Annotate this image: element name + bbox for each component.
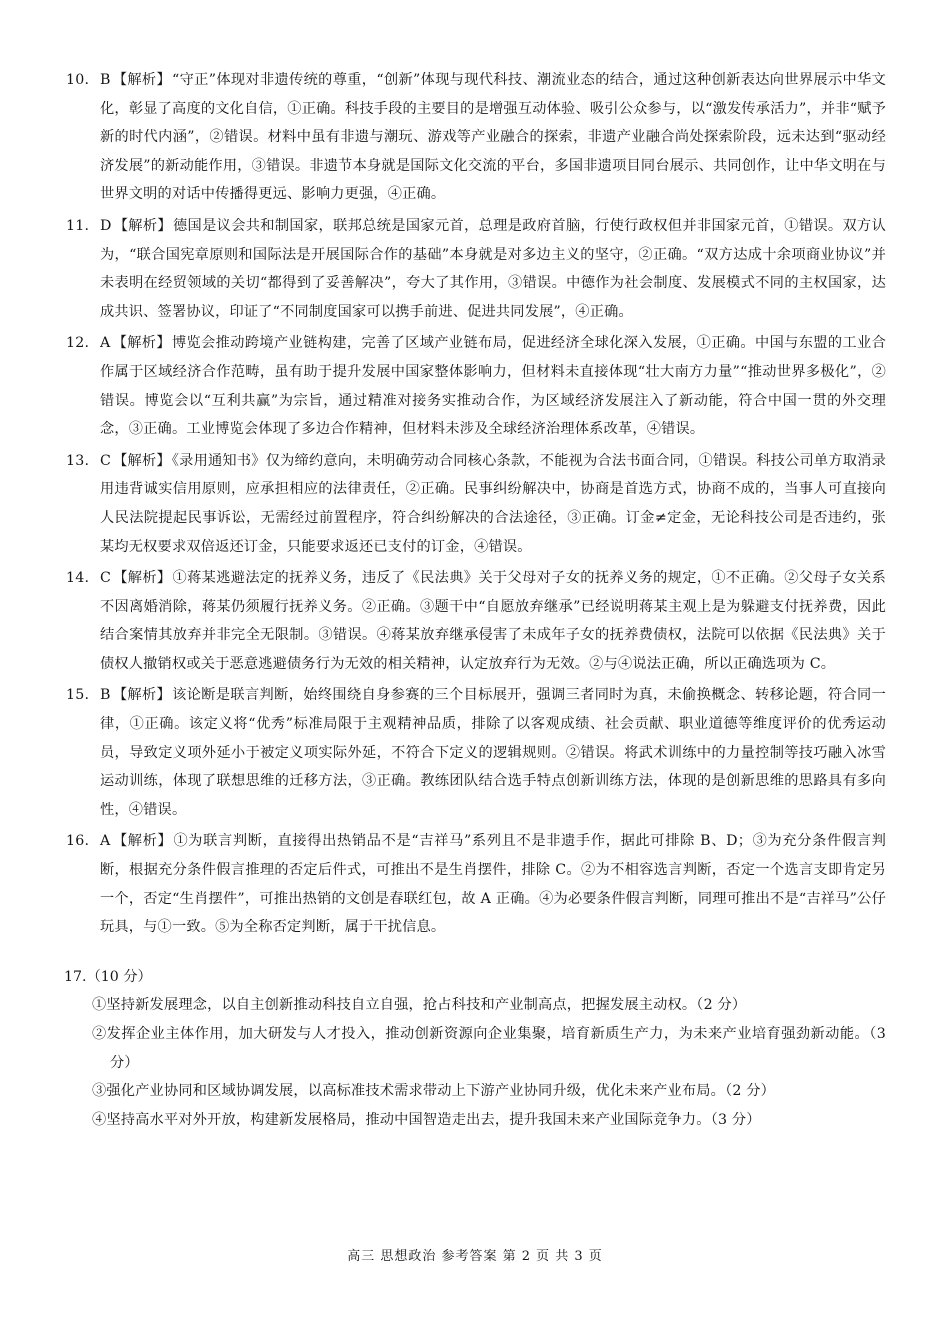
answer-content: [64, 66, 886, 1134]
answer-item-15: [64, 681, 886, 824]
analysis-text: 博览会推动跨境产业链构建，完善了区域产业链布局，促进经济全球化深入发展，①正确。中国与东盟的工业合作属于区域经济合作范畴，虽有助于提升发展中国家整体影响力，但材料未直接体现“壮大南方力量”“推动世界多极化”，②错误。博览会以“互利共赢”为宗旨，通过精准对接务实推动合作，为区域经济发展注入了新动能，符合中国一贯的外交理念，③正确。工业博览会体现了多边合作精神，但材料未涉及全球经济治理体系改革，④错误。: [100, 335, 886, 438]
question-number: 11.: [66, 217, 90, 234]
analysis-text: 《录用通知书》仅为缔约意向，未明确劳动合同核心条款，不能视为合法书面合同，①错误。科技公司单方取消录用违背诚实信用原则，应承担相应的法律责任，②正确。民事纠纷解决中，协商是首选方式，协商不成的，当事人可直接向人民法院提起民事诉讼，无需经过前置程序，符合纠纷解决的合法途径，③正确。订金≠定金，无论科技公司是否违约，张某均无权要求双倍返还订金，只能要求返还已支付的订金，④错误。: [100, 452, 886, 555]
analysis-tag: 【解析】: [112, 335, 171, 352]
answer-point: ④坚持高水平对外开放，构建新发展格局，推动中国智造走出去，提升我国未来产业国际竞争力。（3 分）: [92, 1111, 761, 1128]
answer-letter: D: [100, 217, 112, 234]
question-number: 15.: [66, 687, 90, 704]
question-number: 14.: [66, 570, 90, 587]
question-number: 10.: [66, 72, 90, 88]
analysis-tag: 【解析】: [112, 72, 171, 88]
answer-point: ③强化产业协同和区域协调发展，以高标准技术需求带动上下游产业协同升级，优化未来产业布局。（2 分）: [92, 1083, 776, 1100]
page-footer: 高三 思想政治 参考答案 第 2 页 共 3 页: [347, 1249, 603, 1264]
analysis-text: “守正”体现对非遗传统的尊重，“创新”体现与现代科技、潮流业态的结合，通过这种创新表达向世界展示中华文化，彰显了高度的文化自信，①正确。科技手段的主要目的是增强互动体验、吸引公众参与，以“激发传承活力”，并非“赋予新的时代内涵”，②错误。材料中虽有非遗与潮玩、游戏等产业融合的探索，非遗产业融合尚处探索阶段，远未达到“驱动经济发展”的新动能作用，③错误。非遗节本身就是国际文化交流的平台，多国非遗项目同台展示、共同创作，让中华文明在与世界文明的对话中传播得更远、影响力更强，④正确。: [100, 72, 886, 203]
answer-item-16: [64, 827, 886, 941]
answer-point: ①坚持新发展理念，以自主创新推动科技自立自强，抢占科技和产业制高点，把握发展主动权。（2 分）: [92, 997, 747, 1014]
question-number: 17.: [64, 968, 87, 985]
question-number: 12.: [66, 335, 90, 352]
analysis-tag: 【解析】: [112, 687, 172, 704]
analysis-tag: 【解析】: [113, 570, 172, 587]
analysis-tag: 【解析】: [112, 833, 173, 850]
answer-letter: C: [100, 570, 112, 587]
answer-item-10: [64, 66, 886, 209]
analysis-text: ①为联言判断，直接得出热销品不是“吉祥马”系列且不是非遗手作，据此可排除 B、D；③为充分条件假言判断，根据充分条件假言推理的否定后件式，可推出不是生肖摆件，排除 C。②为不相容选言判断，否定一个选言支即肯定另一个，否定“生肖摆件”，可推出热销的文创是春联红包，故 A 正确。④为必要条件假言判断，同理可推出不是“吉祥马”公仔玩具，与①一致。⑤为全称否定判断，属于干扰信息。: [100, 833, 886, 936]
question-17-header: [64, 963, 886, 992]
answer-item-12: [64, 329, 886, 443]
answer-point: ②发挥企业主体作用，加大研发与人才投入，推动创新资源向企业集聚，培育新质生产力，为未来产业培育强劲新动能。（3 分）: [92, 1026, 886, 1071]
analysis-tag: 【解析】: [113, 452, 171, 469]
analysis-text: ①蒋某逃避法定的抚养义务，违反了《民法典》关于父母对子女的抚养义务的规定，①不正确。②父母子女关系不因离婚消除，蒋某仍须履行抚养义务。②正确。③题干中“自愿放弃继承”已经说明蒋某主观上是为躲避支付抚养费，因此结合案情其放弃并非完全无限制。③错误。④蒋某放弃继承侵害了未成年子女的抚养费债权，法院可以依据《民法典》关于债权人撤销权或关于恶意逃避债务行为无效的相关精神，认定放弃行为无效。②与④说法正确，所以正确选项为 C。: [100, 570, 886, 672]
analysis-text: 该论断是联言判断，始终围绕自身参赛的三个目标展开，强调三者同时为真，未偷换概念、转移论题，符合同一律，①正确。该定义将“优秀”标准局限于主观精神品质，排除了以客观成绩、社会贡献、职业道德等维度评价的优秀运动员，导致定义项外延小于被定义项实际外延，不符合下定义的逻辑规则。②错误。将武术训练中的力量控制等技巧融入冰雪运动训练，体现了联想思维的迁移方法，③正确。教练团队结合选手特点创新训练方法，体现的是创新思维的思路具有多向性，④错误。: [100, 687, 886, 818]
analysis-text: 德国是议会共和制国家，联邦总统是国家元首，总理是政府首脑，行使行政权但并非国家元首，①错误。双方认为，“联合国宪章原则和国际法是开展国际合作的基础”本身就是对多边主义的坚守，②正确。“双方达成十余项商业协议”并未表明在经贸领域的关切“都得到了妥善解决”，夸大了其作用，③错误。中德作为社会制度、发展模式不同的主权国家，达成共识、签署协议，印证了“不同制度国家可以携手前进、促进共同发展”，④正确。: [100, 217, 886, 320]
question-number: 16.: [66, 833, 90, 850]
answer-item-13: [64, 447, 886, 561]
answer-letter: B: [100, 72, 111, 88]
answer-letter: C: [100, 452, 112, 469]
answer-points-list: [64, 991, 886, 1134]
question-score: （10 分）: [86, 968, 152, 985]
answer-letter: B: [100, 687, 111, 704]
answer-item-11: [64, 212, 886, 326]
answer-letter: A: [100, 335, 111, 352]
question-number: 13.: [66, 452, 90, 469]
analysis-tag: 【解析】: [113, 217, 172, 234]
answer-item-17: [64, 963, 886, 1135]
answer-item-14: [64, 564, 886, 678]
answer-letter: A: [100, 833, 111, 850]
